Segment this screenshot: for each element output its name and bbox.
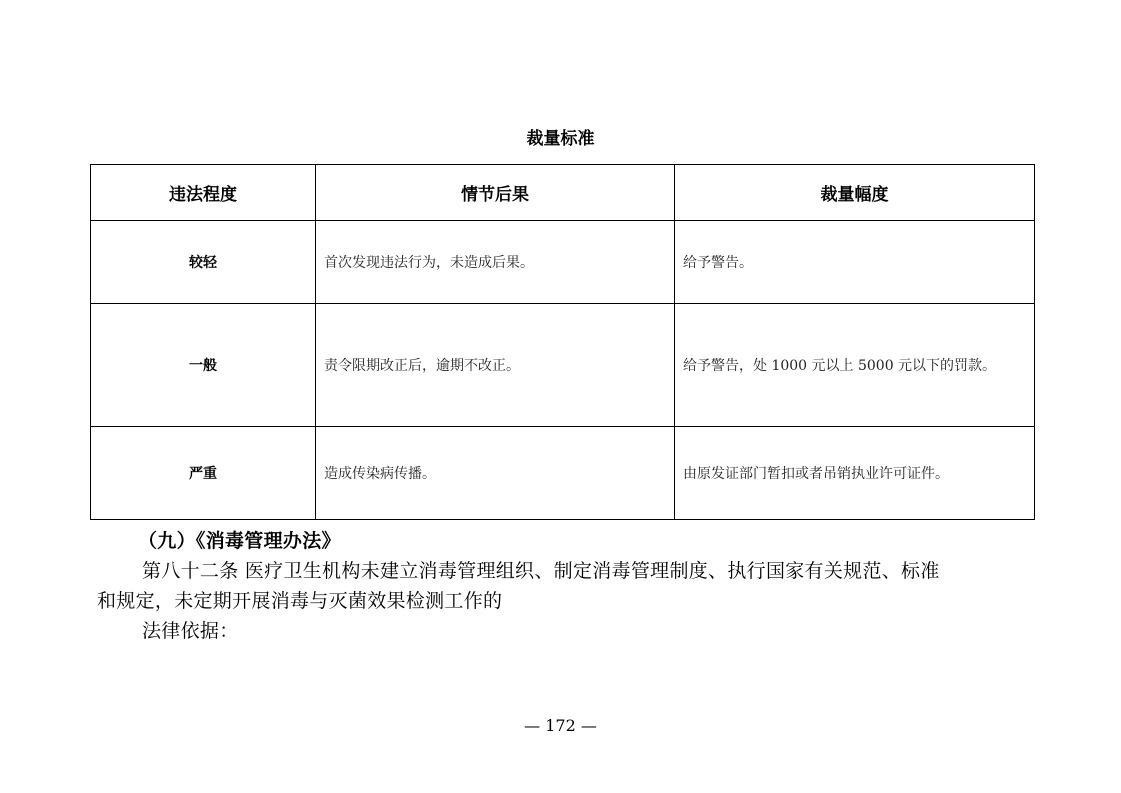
cell-level: 一般 (91, 304, 316, 427)
cell-circumstance: 首次发现违法行为，未造成后果。 (316, 221, 675, 304)
header-violation-degree: 违法程度 (91, 165, 316, 221)
cell-range: 给予警告，处 1000 元以上 5000 元以下的罚款。 (675, 304, 1035, 427)
table-row (91, 304, 1035, 427)
cell-level: 严重 (91, 427, 316, 520)
legal-basis-label: 法律依据： (142, 620, 239, 642)
table-header-row (91, 165, 1035, 221)
cell-range: 给予警告。 (675, 221, 1035, 304)
article-text-line-2: 和规定，未定期开展消毒与灭菌效果检测工作的 (97, 590, 503, 612)
discretion-standard-table (90, 164, 1035, 520)
section-heading: （九）《消毒管理办法》 (138, 530, 341, 552)
table-title: 裁量标准 (526, 129, 595, 149)
cell-range: 由原发证部门暂扣或者吊销执业许可证件。 (675, 427, 1035, 520)
table-row (91, 427, 1035, 520)
header-discretion-range: 裁量幅度 (675, 165, 1035, 221)
cell-circumstance: 造成传染病传播。 (316, 427, 675, 520)
cell-circumstance: 责令限期改正后，逾期不改正。 (316, 304, 675, 427)
article-text-line-1: 第八十二条 医疗卫生机构未建立消毒管理组织、制定消毒管理制度、执行国家有关规范、标准 (142, 560, 940, 582)
page-number: — 172 — (524, 716, 597, 735)
header-circumstance: 情节后果 (316, 165, 675, 221)
table-row (91, 221, 1035, 304)
cell-level: 较轻 (91, 221, 316, 304)
